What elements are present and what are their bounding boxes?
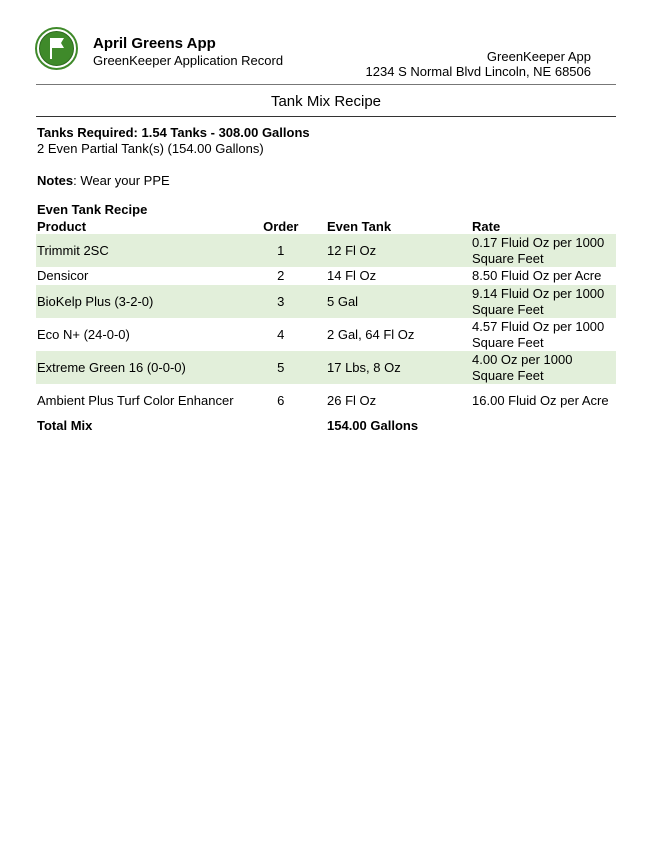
notes bbox=[37, 173, 170, 188]
even-tank-cell: 5 Gal bbox=[326, 285, 471, 318]
table-row bbox=[36, 351, 616, 384]
total-label: Total Mix bbox=[37, 417, 93, 433]
product-cell: Densicor bbox=[37, 268, 89, 283]
order-cell: 3 bbox=[235, 285, 326, 318]
company-address: 1234 S Normal Blvd Lincoln, NE 68506 bbox=[365, 64, 591, 79]
even-tank-cell: 26 Fl Oz bbox=[327, 392, 377, 408]
rate-cell: 9.14 Fluid Oz per 1000 Square Feet bbox=[471, 285, 616, 318]
company-name: GreenKeeper App bbox=[486, 49, 591, 64]
tanks-required: Tanks Required: 1.54 Tanks - 308.00 Gallons bbox=[37, 125, 310, 140]
company-info bbox=[366, 49, 591, 79]
rate-cell: 4.00 Oz per 1000 Square Feet bbox=[471, 351, 616, 384]
title-divider bbox=[36, 116, 616, 117]
column-header-rate: Rate bbox=[472, 219, 501, 234]
order-cell: 5 bbox=[235, 351, 326, 384]
table-row bbox=[36, 267, 616, 285]
order-cell: 6 bbox=[277, 392, 285, 408]
total-value: 154.00 Gallons bbox=[327, 417, 419, 433]
even-tank-cell: 14 Fl Oz bbox=[327, 268, 377, 283]
product-cell: Extreme Green 16 (0-0-0) bbox=[36, 351, 235, 384]
notes-label: Notes bbox=[37, 173, 74, 188]
notes-text: : Wear your PPE bbox=[73, 173, 170, 188]
total-rate-empty bbox=[471, 417, 616, 434]
recipe-table bbox=[36, 217, 616, 434]
table-row bbox=[36, 234, 616, 267]
app-logo-flag-icon bbox=[35, 27, 78, 70]
rate-cell: 4.57 Fluid Oz per 1000 Square Feet bbox=[472, 318, 605, 350]
product-cell: Trimmit 2SC bbox=[36, 234, 235, 267]
column-header-product: Product bbox=[37, 219, 87, 234]
rate-cell: 16.00 Fluid Oz per Acre bbox=[472, 392, 609, 408]
column-header-order: Order bbox=[263, 219, 299, 234]
column-header-even-tank: Even Tank bbox=[327, 219, 392, 234]
table-header-row bbox=[36, 217, 616, 234]
header-divider bbox=[36, 84, 616, 85]
even-tank-cell: 17 Lbs, 8 Oz bbox=[326, 351, 471, 384]
product-cell: Eco N+ (24-0-0) bbox=[37, 326, 130, 342]
order-cell: 1 bbox=[235, 234, 326, 267]
order-cell: 4 bbox=[277, 326, 285, 342]
product-cell: Ambient Plus Turf Color Enhancer bbox=[37, 392, 234, 408]
partial-tanks: 2 Even Partial Tank(s) (154.00 Gallons) bbox=[37, 141, 264, 156]
document-title: Tank Mix Recipe bbox=[270, 93, 382, 110]
product-cell: BioKelp Plus (3-2-0) bbox=[36, 285, 235, 318]
record-type: GreenKeeper Application Record bbox=[93, 53, 284, 68]
table-row bbox=[36, 318, 616, 351]
total-row bbox=[36, 417, 616, 434]
even-tank-cell: 2 Gal, 64 Fl Oz bbox=[327, 326, 415, 342]
total-order-empty bbox=[235, 417, 326, 434]
table-row bbox=[36, 384, 616, 417]
rate-cell: 0.17 Fluid Oz per 1000 Square Feet bbox=[471, 234, 616, 267]
app-name: April Greens App bbox=[93, 35, 216, 52]
even-tank-cell: 12 Fl Oz bbox=[326, 234, 471, 267]
rate-cell: 8.50 Fluid Oz per Acre bbox=[472, 268, 602, 283]
table-row bbox=[36, 285, 616, 318]
recipe-section-title: Even Tank Recipe bbox=[37, 202, 148, 217]
order-cell: 2 bbox=[277, 268, 285, 283]
